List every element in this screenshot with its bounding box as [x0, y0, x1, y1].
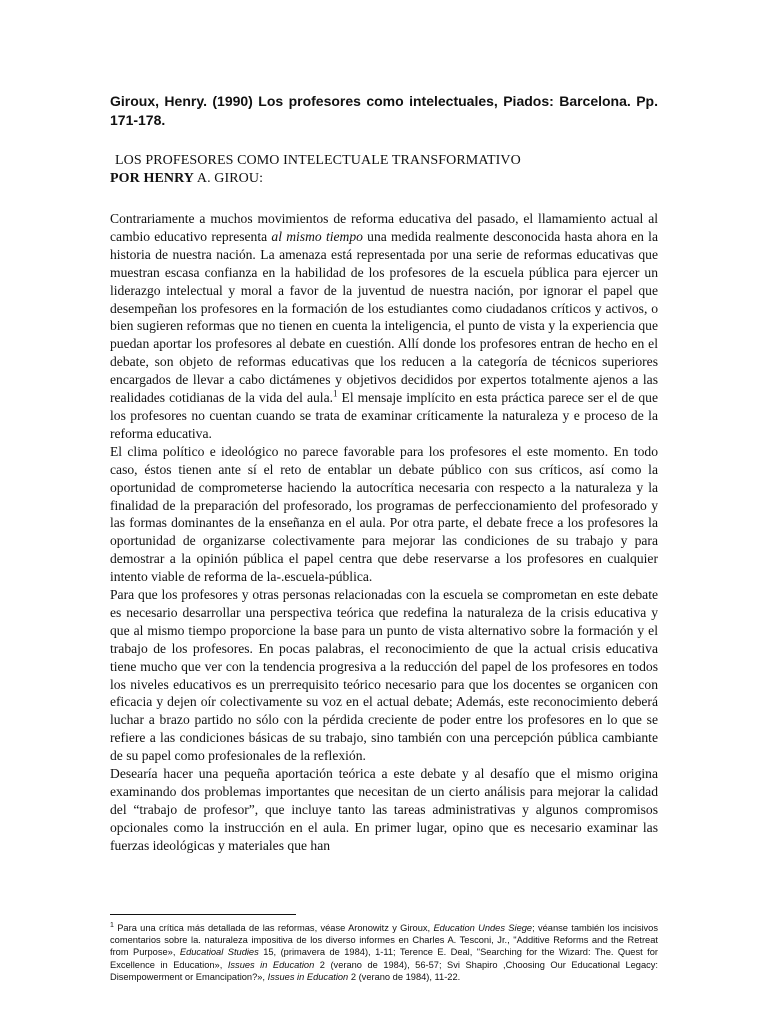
document-page — [110, 92, 658, 855]
author-suffix: A. GIROU: — [194, 171, 264, 186]
paragraph-3: Para que los profesores y otras personas relacionadas con la escuela se comprometan en este debate es necesario desarrollar una perspectiva teórica que redefina la naturaleza de la crisis educativa y que al mismo tiempo proporcione la base para un punto de vista alternativo sobre la formación y el trabajo de los profesores. En pocas palabras, el reconocimiento de que la actual crisis educativa tiene mucho que ver con la tendencia progresiva a la reducción del papel de los profesores en todos los niveles educativos es un prerrequisito teórico necesario para que los docentes se organicen con eficacia y dejen oír colectivamente su voz en el actual debate; Además, este reconocimiento deberá luchar a brazo partido no sólo con la pérdida creciente de poder entre los profesores en lo que se refiere a las condiciones básicas de su trabajo, sino también con una percepción pública cambiante de su papel como profesionales de la reflexión. — [110, 587, 658, 764]
paragraph-1-text-c: El mensaje implícito en esta práctica parece ser el de que los profesores no cuentan cuando se trata de examinar críticamente la naturaleza y e proceso de la reforma educativa. — [110, 390, 659, 441]
footnote-text-b: ; véanse también los incisivos comentarios sobre la. naturaleza impositiva de los diverso informes en Charles A. Tesconi, Jr., "Additive Reforms and the Retreat from Purpose», — [110, 923, 659, 958]
footnote-title-4: Issues in Education — [267, 971, 349, 982]
paragraph-1 — [110, 210, 658, 443]
paragraph-2: El clima político e ideológico no parece favorable para los profesores el este momento. En todo caso, éstos tienen ante sí el reto de entablar un debate público con sus críticos, así como la oportunidad de comprometerse haciendo la autocrítica necesaria con respecto a la naturaleza y la finalidad de la preparación del profesorado, los programas de perfeccionamiento del profesorado y las formas dominantes de la enseñanza en el aula. Por otra parte, el debate frece a los profesores la oportunidad de organizarse colectivamente para mejorar las condiciones de su trabajo y para demostrar a la opinión pública el papel centra que debe reservarse a los profesores en cualquier intento viable de reforma de la-.escuela-pública. — [110, 443, 658, 585]
footnote-number: 1 — [110, 921, 114, 929]
article-title: LOS PROFESORES COMO INTELECTUALE TRANSFORMATIVO — [115, 153, 521, 168]
bibliographic-citation: Giroux, Henry. (1990) Los profesores como intelectuales, Piados: Barcelona. Pp. 171-178. — [110, 93, 658, 128]
footnote-text-c: 15, (primavera de 1984), 1-11; Terence E. Deal, "Searching for the Wizard: The. Quest for Excellence in Education», — [110, 947, 658, 970]
footnote — [110, 922, 658, 983]
footnote-reference: 1 — [333, 388, 338, 399]
paragraph-1-text-b: una medida realmente desconocida hasta ahora en la historia de nuestra nación. La amenaza está representada por una serie de reformas educativas que muestran escasa confianza en la habilidad de los profesores de la escuela pública para ejercer un liderazgo intelectual y moral a favor de la juventud de nuestra nación, por ignorar el papel que desempeñan los profesores en la formación de los estudiantes como ciudadanos críticos y activos, o bien sugieren reformas que no tienen en cuenta la inteligencia, el punto de vista y la experiencia que puedan aportar los profesores al debate en cuestión. Allí donde los profesores entran de hecho en el debate, son objeto de reformas educativas que los reducen a la categoría de técnicos superiores encargados de llevar a cabo dictámenes y objetivos decididos por expertos totalmente ajenos a las realidades cotidianas de la vida del aula. — [110, 228, 658, 406]
article-title-block — [110, 152, 658, 188]
paragraph-4: Desearía hacer una pequeña aportación teórica a este debate y al desafío que el mismo origina examinando dos problemas importantes que necesitan de un cierto análisis para mejorar la calidad del “trabajo de profesor”, que incluye tanto las tareas administrativas y algunos compromisos opcionales como la instrucción en el aula. En primer lugar, opino que es necesario examinar las fuerzas ideológicas y materiales que han — [110, 766, 658, 853]
footnote-title-1: Education Undes Siege — [433, 923, 533, 933]
paragraph-1-text-a: Contrariamente a muchos movimientos de reforma educativa del pasado, el llamamiento actual al cambio educativo representa — [110, 211, 658, 244]
footnote-title-3: Issues in Education — [227, 959, 315, 970]
footnote-title-2: Educatioal Studies — [179, 947, 259, 958]
article-author — [110, 170, 658, 188]
footnote-text-a: Para una crítica más detallada de las reformas, véase Aronowitz y Giroux, — [113, 923, 434, 933]
footnote-text-e: 2 (verano de 1984), 11-22. — [348, 971, 461, 982]
article-body — [110, 210, 658, 855]
footnote-separator — [110, 914, 296, 915]
paragraph-1-emphasis: al mismo tiempo — [271, 228, 363, 244]
author-prefix: POR HENRY — [110, 171, 195, 186]
footnote-text-d: 2 (verano de 1984), 56-57; Svi Shapiro ,Choosing Our Educational Legacy: Disempowerment or Emancipation?», — [110, 959, 659, 982]
